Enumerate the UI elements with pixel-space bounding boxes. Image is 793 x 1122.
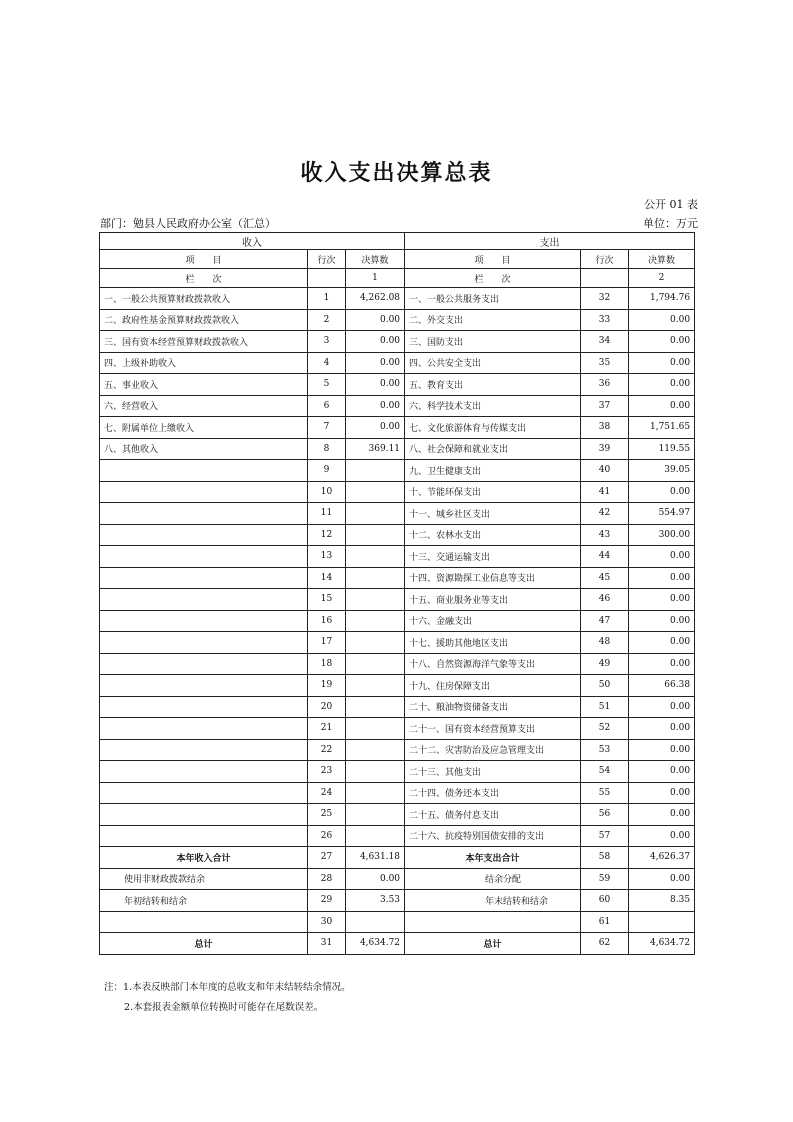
expense-item: 二十三、其他支出 bbox=[405, 761, 581, 783]
table-row bbox=[100, 653, 695, 675]
expense-amount: 0.00 bbox=[629, 331, 695, 353]
table-row bbox=[100, 417, 695, 439]
summary-income-item: 年初结转和结余 bbox=[100, 890, 308, 912]
income-amount: 0.00 bbox=[346, 331, 405, 353]
expense-amount: 0.00 bbox=[629, 804, 695, 826]
income-amount bbox=[346, 503, 405, 525]
expense-line: 57 bbox=[581, 825, 629, 847]
expense-line: 45 bbox=[581, 567, 629, 589]
income-amount bbox=[346, 546, 405, 568]
summary-row bbox=[100, 868, 695, 890]
summary-income-item: 总计 bbox=[100, 933, 308, 955]
income-item bbox=[100, 804, 308, 826]
summary-row bbox=[100, 890, 695, 912]
income-item bbox=[100, 546, 308, 568]
summary-expense-line: 58 bbox=[581, 847, 629, 869]
summary-expense-line: 59 bbox=[581, 868, 629, 890]
summary-row bbox=[100, 911, 695, 933]
expense-item: 十一、城乡社区支出 bbox=[405, 503, 581, 525]
income-amount: 0.00 bbox=[346, 352, 405, 374]
expense-amount-header: 决算数 bbox=[629, 250, 695, 269]
expense-amount: 0.00 bbox=[629, 718, 695, 740]
income-item: 七、附属单位上缴收入 bbox=[100, 417, 308, 439]
income-item bbox=[100, 632, 308, 654]
income-line: 23 bbox=[308, 761, 346, 783]
unit-label: 单位：万元 bbox=[643, 217, 698, 230]
income-line: 21 bbox=[308, 718, 346, 740]
summary-income-amount bbox=[346, 911, 405, 933]
table-row bbox=[100, 352, 695, 374]
expense-item: 十八、自然资源海洋气象等支出 bbox=[405, 653, 581, 675]
expense-item: 十五、商业服务业等支出 bbox=[405, 589, 581, 611]
summary-income-amount: 3.53 bbox=[346, 890, 405, 912]
income-line: 25 bbox=[308, 804, 346, 826]
income-item bbox=[100, 567, 308, 589]
expense-amount: 0.00 bbox=[629, 352, 695, 374]
expense-item: 二十六、抗疫特别国债安排的支出 bbox=[405, 825, 581, 847]
summary-income-line: 28 bbox=[308, 868, 346, 890]
income-line: 13 bbox=[308, 546, 346, 568]
income-line: 17 bbox=[308, 632, 346, 654]
income-amount-header: 决算数 bbox=[346, 250, 405, 269]
expense-item: 十二、农林水支出 bbox=[405, 524, 581, 546]
income-amount: 0.00 bbox=[346, 417, 405, 439]
expense-amount: 0.00 bbox=[629, 739, 695, 761]
income-line: 7 bbox=[308, 417, 346, 439]
income-amount bbox=[346, 825, 405, 847]
summary-income-item bbox=[100, 911, 308, 933]
income-amount bbox=[346, 696, 405, 718]
income-line: 8 bbox=[308, 438, 346, 460]
expense-amount: 0.00 bbox=[629, 825, 695, 847]
income-line: 20 bbox=[308, 696, 346, 718]
expense-line: 46 bbox=[581, 589, 629, 611]
expense-line: 47 bbox=[581, 610, 629, 632]
income-amount bbox=[346, 761, 405, 783]
table-number: 公开 01 表 bbox=[644, 198, 698, 211]
summary-expense-amount: 4,626.37 bbox=[629, 847, 695, 869]
income-item: 三、国有资本经营预算财政拨款收入 bbox=[100, 331, 308, 353]
income-item: 五、事业收入 bbox=[100, 374, 308, 396]
summary-expense-item: 本年支出合计 bbox=[405, 847, 581, 869]
note-2: 2.本套报表金额单位转换时可能存在尾数误差。 bbox=[124, 1002, 324, 1013]
table-row bbox=[100, 288, 695, 310]
expense-section-header: 支出 bbox=[405, 233, 695, 250]
income-line: 22 bbox=[308, 739, 346, 761]
income-item bbox=[100, 825, 308, 847]
income-line: 1 bbox=[308, 288, 346, 310]
expense-item: 二十四、债务还本支出 bbox=[405, 782, 581, 804]
income-column-label: 栏 次 bbox=[100, 269, 308, 288]
income-line: 19 bbox=[308, 675, 346, 697]
summary-income-line: 27 bbox=[308, 847, 346, 869]
income-item: 八、其他收入 bbox=[100, 438, 308, 460]
section-header-row bbox=[100, 233, 695, 250]
income-expense-table bbox=[99, 232, 695, 955]
table-row bbox=[100, 825, 695, 847]
income-column-number: 1 bbox=[346, 269, 405, 288]
expense-item: 三、国防支出 bbox=[405, 331, 581, 353]
expense-line: 53 bbox=[581, 739, 629, 761]
income-item bbox=[100, 739, 308, 761]
income-line: 5 bbox=[308, 374, 346, 396]
summary-income-line: 29 bbox=[308, 890, 346, 912]
summary-expense-item bbox=[405, 911, 581, 933]
summary-expense-amount bbox=[629, 911, 695, 933]
expense-item: 二十二、灾害防治及应急管理支出 bbox=[405, 739, 581, 761]
summary-expense-amount: 0.00 bbox=[629, 868, 695, 890]
expense-amount: 0.00 bbox=[629, 610, 695, 632]
table-row bbox=[100, 782, 695, 804]
expense-item: 十七、援助其他地区支出 bbox=[405, 632, 581, 654]
income-amount bbox=[346, 610, 405, 632]
expense-line: 56 bbox=[581, 804, 629, 826]
income-amount: 4,262.08 bbox=[346, 288, 405, 310]
income-item bbox=[100, 589, 308, 611]
income-item bbox=[100, 524, 308, 546]
summary-expense-item: 年末结转和结余 bbox=[405, 890, 581, 912]
expense-line: 50 bbox=[581, 675, 629, 697]
expense-line: 42 bbox=[581, 503, 629, 525]
expense-line: 51 bbox=[581, 696, 629, 718]
expense-line: 54 bbox=[581, 761, 629, 783]
summary-income-amount: 0.00 bbox=[346, 868, 405, 890]
table-row bbox=[100, 696, 695, 718]
expense-amount: 0.00 bbox=[629, 589, 695, 611]
table-row bbox=[100, 804, 695, 826]
income-item bbox=[100, 782, 308, 804]
expense-item: 七、文化旅游体育与传媒支出 bbox=[405, 417, 581, 439]
expense-amount: 0.00 bbox=[629, 374, 695, 396]
column-header-row bbox=[100, 250, 695, 269]
income-amount bbox=[346, 524, 405, 546]
table-row bbox=[100, 331, 695, 353]
expense-amount: 119.55 bbox=[629, 438, 695, 460]
expense-amount: 66.38 bbox=[629, 675, 695, 697]
expense-column-blank bbox=[581, 269, 629, 288]
expense-amount: 0.00 bbox=[629, 653, 695, 675]
summary-expense-line: 62 bbox=[581, 933, 629, 955]
income-amount bbox=[346, 653, 405, 675]
expense-item: 二十一、国有资本经营预算支出 bbox=[405, 718, 581, 740]
income-item bbox=[100, 481, 308, 503]
summary-income-item: 本年收入合计 bbox=[100, 847, 308, 869]
expense-item: 四、公共安全支出 bbox=[405, 352, 581, 374]
income-item bbox=[100, 761, 308, 783]
table-row bbox=[100, 632, 695, 654]
table-row bbox=[100, 567, 695, 589]
expense-amount: 0.00 bbox=[629, 761, 695, 783]
income-line: 3 bbox=[308, 331, 346, 353]
income-item bbox=[100, 675, 308, 697]
income-item-header: 项 目 bbox=[100, 250, 308, 269]
expense-line: 33 bbox=[581, 309, 629, 331]
summary-expense-amount: 8.35 bbox=[629, 890, 695, 912]
income-item: 六、经营收入 bbox=[100, 395, 308, 417]
expense-amount: 0.00 bbox=[629, 696, 695, 718]
income-line: 2 bbox=[308, 309, 346, 331]
expense-column-label: 栏 次 bbox=[405, 269, 581, 288]
income-line: 11 bbox=[308, 503, 346, 525]
income-line: 15 bbox=[308, 589, 346, 611]
expense-item-header: 项 目 bbox=[405, 250, 581, 269]
expense-line: 38 bbox=[581, 417, 629, 439]
income-amount bbox=[346, 589, 405, 611]
income-line: 12 bbox=[308, 524, 346, 546]
income-amount: 0.00 bbox=[346, 309, 405, 331]
expense-item: 二十五、债务付息支出 bbox=[405, 804, 581, 826]
expense-line: 37 bbox=[581, 395, 629, 417]
summary-income-item: 使用非财政拨款结余 bbox=[100, 868, 308, 890]
expense-column-number: 2 bbox=[629, 269, 695, 288]
income-line: 18 bbox=[308, 653, 346, 675]
summary-income-amount: 4,631.18 bbox=[346, 847, 405, 869]
expense-amount: 0.00 bbox=[629, 567, 695, 589]
income-column-blank bbox=[308, 269, 346, 288]
income-amount bbox=[346, 632, 405, 654]
income-item bbox=[100, 653, 308, 675]
expense-line: 55 bbox=[581, 782, 629, 804]
income-item: 二、政府性基金预算财政拨款收入 bbox=[100, 309, 308, 331]
summary-expense-item: 总计 bbox=[405, 933, 581, 955]
expense-line: 43 bbox=[581, 524, 629, 546]
table-row bbox=[100, 481, 695, 503]
table-row bbox=[100, 739, 695, 761]
expense-line-header: 行次 bbox=[581, 250, 629, 269]
table-row bbox=[100, 438, 695, 460]
table-row bbox=[100, 374, 695, 396]
expense-item: 十三、交通运输支出 bbox=[405, 546, 581, 568]
income-amount bbox=[346, 804, 405, 826]
expense-item: 五、教育支出 bbox=[405, 374, 581, 396]
summary-expense-amount: 4,634.72 bbox=[629, 933, 695, 955]
table-row bbox=[100, 395, 695, 417]
summary-row bbox=[100, 847, 695, 869]
income-item bbox=[100, 718, 308, 740]
income-line: 26 bbox=[308, 825, 346, 847]
expense-amount: 0.00 bbox=[629, 395, 695, 417]
income-amount bbox=[346, 718, 405, 740]
table-row bbox=[100, 761, 695, 783]
note-1: 注：1.本表反映部门本年度的总收支和年末结转结余情况。 bbox=[104, 982, 351, 993]
income-amount bbox=[346, 782, 405, 804]
income-line: 24 bbox=[308, 782, 346, 804]
expense-line: 49 bbox=[581, 653, 629, 675]
table-row bbox=[100, 610, 695, 632]
income-item: 一、一般公共预算财政拨款收入 bbox=[100, 288, 308, 310]
income-amount: 369.11 bbox=[346, 438, 405, 460]
expense-amount: 0.00 bbox=[629, 309, 695, 331]
expense-item: 九、卫生健康支出 bbox=[405, 460, 581, 482]
expense-amount: 0.00 bbox=[629, 546, 695, 568]
expense-line: 44 bbox=[581, 546, 629, 568]
summary-expense-line: 60 bbox=[581, 890, 629, 912]
income-item bbox=[100, 696, 308, 718]
income-line-header: 行次 bbox=[308, 250, 346, 269]
expense-line: 35 bbox=[581, 352, 629, 374]
column-number-row bbox=[100, 269, 695, 288]
income-line: 9 bbox=[308, 460, 346, 482]
expense-line: 34 bbox=[581, 331, 629, 353]
income-amount bbox=[346, 460, 405, 482]
summary-income-line: 30 bbox=[308, 911, 346, 933]
table-row bbox=[100, 524, 695, 546]
expense-item: 十六、金融支出 bbox=[405, 610, 581, 632]
expense-item: 八、社会保障和就业支出 bbox=[405, 438, 581, 460]
income-amount bbox=[346, 675, 405, 697]
table-row bbox=[100, 460, 695, 482]
expense-item: 六、科学技术支出 bbox=[405, 395, 581, 417]
summary-row bbox=[100, 933, 695, 955]
expense-line: 32 bbox=[581, 288, 629, 310]
summary-income-line: 31 bbox=[308, 933, 346, 955]
department-label: 部门：勉县人民政府办公室（汇总） bbox=[100, 217, 276, 230]
expense-line: 41 bbox=[581, 481, 629, 503]
expense-amount: 1,794.76 bbox=[629, 288, 695, 310]
expense-item: 一、一般公共服务支出 bbox=[405, 288, 581, 310]
table-row bbox=[100, 718, 695, 740]
income-amount: 0.00 bbox=[346, 395, 405, 417]
summary-expense-line: 61 bbox=[581, 911, 629, 933]
table-row bbox=[100, 503, 695, 525]
table-row bbox=[100, 589, 695, 611]
table-row bbox=[100, 546, 695, 568]
expense-item: 二十、粮油物资储备支出 bbox=[405, 696, 581, 718]
expense-amount: 39.05 bbox=[629, 460, 695, 482]
income-item bbox=[100, 460, 308, 482]
summary-income-amount: 4,634.72 bbox=[346, 933, 405, 955]
expense-item: 二、外交支出 bbox=[405, 309, 581, 331]
income-amount bbox=[346, 481, 405, 503]
expense-line: 40 bbox=[581, 460, 629, 482]
income-line: 6 bbox=[308, 395, 346, 417]
income-item bbox=[100, 503, 308, 525]
expense-item: 十四、资源勘探工业信息等支出 bbox=[405, 567, 581, 589]
income-line: 4 bbox=[308, 352, 346, 374]
income-section-header: 收入 bbox=[100, 233, 405, 250]
expense-item: 十九、住房保障支出 bbox=[405, 675, 581, 697]
expense-amount: 300.00 bbox=[629, 524, 695, 546]
page-title: 收入支出决算总表 bbox=[300, 161, 493, 186]
expense-amount: 0.00 bbox=[629, 481, 695, 503]
income-amount bbox=[346, 739, 405, 761]
income-line: 16 bbox=[308, 610, 346, 632]
expense-item: 十、节能环保支出 bbox=[405, 481, 581, 503]
expense-line: 39 bbox=[581, 438, 629, 460]
income-amount bbox=[346, 567, 405, 589]
notes bbox=[104, 978, 351, 1018]
expense-amount: 1,751.65 bbox=[629, 417, 695, 439]
expense-amount: 0.00 bbox=[629, 782, 695, 804]
expense-line: 36 bbox=[581, 374, 629, 396]
income-line: 10 bbox=[308, 481, 346, 503]
expense-line: 52 bbox=[581, 718, 629, 740]
income-line: 14 bbox=[308, 567, 346, 589]
expense-line: 48 bbox=[581, 632, 629, 654]
income-item: 四、上级补助收入 bbox=[100, 352, 308, 374]
summary-expense-item: 结余分配 bbox=[405, 868, 581, 890]
expense-amount: 0.00 bbox=[629, 632, 695, 654]
income-amount: 0.00 bbox=[346, 374, 405, 396]
table-row bbox=[100, 309, 695, 331]
income-item bbox=[100, 610, 308, 632]
expense-amount: 554.97 bbox=[629, 503, 695, 525]
table-row bbox=[100, 675, 695, 697]
